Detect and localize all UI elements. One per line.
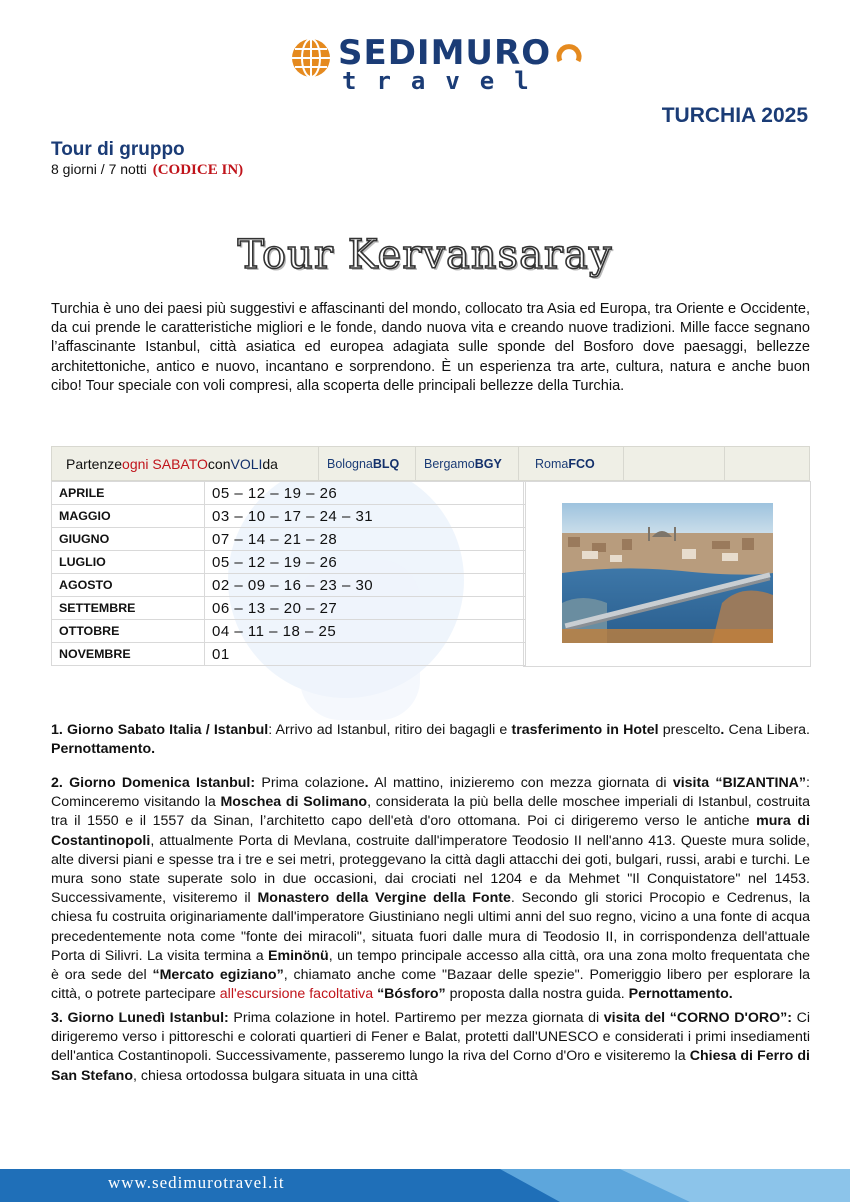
departures-lead — [52, 447, 319, 480]
table-row — [52, 597, 526, 620]
tour-duration — [51, 161, 243, 179]
dates-cell: 03 – 10 – 17 – 24 – 31 — [205, 505, 526, 528]
day2-heading: 2. Giorno Domenica Istanbul: — [51, 775, 256, 791]
footer-bar — [0, 1169, 850, 1202]
table-row — [52, 574, 526, 597]
itinerary-day-3 — [51, 1009, 810, 1086]
brand-arc-icon — [554, 39, 584, 69]
day1-text: Cena Libera. — [724, 722, 810, 738]
day2-bold: visita “BIZANTINA” — [672, 775, 807, 791]
country-year: TURCHIA 2025 — [661, 104, 808, 127]
departure-dates-table — [51, 481, 526, 666]
day3-text: Prima colazione in hotel. Partiremo per mezza giornata di — [228, 1010, 604, 1026]
day2-text: Al mattino, inizieremo con mezza giornata di — [368, 775, 673, 791]
day2-text: , un tempo principale accesso alla città, ora una zona molto frequentata che è ora sede del — [51, 947, 810, 984]
day1-bold: trasferimento in Hotel — [511, 722, 659, 738]
dates-cell: 06 – 13 – 20 – 27 — [205, 597, 526, 620]
day2-text: Prima colazione — [255, 775, 365, 791]
month-cell: GIUGNO — [52, 528, 205, 551]
month-cell: SETTEMBRE — [52, 597, 205, 620]
brand-name: SEDIMURO — [338, 33, 552, 73]
day1-text: prescelto — [658, 722, 721, 738]
day3-text: , chiesa ortodossa bulgara situata in una città — [133, 1067, 418, 1084]
tour-type: Tour di gruppo — [51, 139, 185, 160]
brand-logo — [290, 33, 590, 93]
day2-text: . Secondo gli storici Procopio e Cedrenus, la chiesa fu costruita originariamente dall'imperatore Giustiniano negli ultimi anni del suo regno, vicino a una fonte di acqua precedentemente nota come "fonte dei miracoli", situata fuori dalle mura di Teodosio II, in corrispondenza dell'attuale Porta di Silivri. La visita termina a — [51, 890, 810, 964]
globe-icon — [290, 37, 332, 79]
day2-bold: Eminönü — [268, 947, 329, 964]
itinerary-day-1 — [51, 721, 810, 759]
page-title: Tour Kervansaray — [237, 232, 613, 278]
table-row — [52, 620, 526, 643]
day2-bold: Pernottamento. — [628, 986, 733, 1003]
table-row — [52, 528, 526, 551]
dates-cell: 02 – 09 – 16 – 23 – 30 — [205, 574, 526, 597]
month-cell: LUGLIO — [52, 551, 205, 574]
dates-cell: 04 – 11 – 18 – 25 — [205, 620, 526, 643]
day3-bold: visita del “CORNO D'ORO”: — [603, 1010, 792, 1026]
website-link[interactable]: www.sedimurotravel.it — [108, 1173, 285, 1192]
tour-code: (CODICE IN) — [152, 162, 244, 178]
month-cell: OTTOBRE — [52, 620, 205, 643]
departures-header — [51, 446, 810, 481]
istanbul-photo — [562, 503, 773, 643]
day2-text: , chiamato anche come "Bazaar delle spezie". Pomeriggio libero per esplorare la città, o potrete partecipare — [51, 967, 810, 1003]
dates-cell: 05 – 12 – 19 – 26 — [205, 551, 526, 574]
day2-bold: “Bósforo” — [377, 986, 446, 1003]
month-cell: AGOSTO — [52, 574, 205, 597]
day3-bold: Chiesa di Ferro di San Stefano — [51, 1048, 810, 1084]
dep-lead-1: Partenze — [66, 455, 123, 472]
duration-text: 8 giorni / 7 notti — [51, 161, 147, 177]
day3-text: Ci dirigeremo verso i pittoreschi e colorati quartieri di Fener e Balat, protetti dall'UNESCO e considerati i primi insediamenti dell'antica Costantinopoli. Successivamente, passeremo lungo la riva del Corno d'Oro e visiteremo la — [51, 1010, 811, 1065]
dep-lead-5: da — [262, 455, 278, 472]
day2-bold: Monastero della Vergine della Fonte — [257, 890, 511, 907]
dep-lead-2: ogni SABATO — [122, 455, 208, 472]
month-cell: NOVEMBRE — [52, 643, 205, 666]
dep-empty-cell — [725, 447, 741, 480]
day2-bold: “Mercato egiziano” — [152, 967, 284, 984]
dates-cell: 07 – 14 – 21 – 28 — [205, 528, 526, 551]
dep-empty-cell — [624, 447, 725, 480]
brand-sub: travel — [342, 67, 549, 95]
dep-lead-3: con — [207, 455, 231, 472]
day1-bold: Pernottamento. — [51, 741, 156, 758]
airport-bergamo: Bergamo BGY — [416, 447, 519, 480]
day3-heading: 3. Giorno Lunedì Istanbul: — [51, 1010, 229, 1026]
dates-cell: 01 — [205, 643, 526, 666]
table-row — [52, 505, 526, 528]
day2-text: proposta dalla nostra guida. — [445, 986, 629, 1003]
day2-text: , attualmente Porta di Mevlana, costruite dall'imperatore Teodosio II nell'anno 413. Queste mura solide, alte diversi piani e spesse tra i tre e sei metri, proteggevano la città dagli attacchi dei goti, bulgari, russi, arabi e turchi. Le mura sono state superate solo in due occasioni, dai crociati nel 1204 e da Mehmet "Il Conquistatore" nel 1453. Successivamente, visiteremo il — [51, 832, 810, 907]
airport-bologna: Bologna BLQ — [319, 447, 416, 480]
day1-bold: . — [720, 722, 725, 738]
month-cell: APRILE — [52, 482, 205, 505]
day2-bold: mura di Costantinopoli — [51, 813, 810, 849]
dep-lead-4: VOLI — [230, 455, 263, 472]
itinerary-day-2 — [51, 774, 810, 1004]
intro-paragraph: Turchia è uno dei paesi più suggestivi e affascinanti del mondo, collocato tra Asia ed Europa, tra Oriente e Occidente, da cui prende le caratteristiche migliori e le fonde, dando nuova vita e creando nuove tradizioni. Mille facce segnano l’affascinante Istanbul, città asiatica ed europea adagiata sulle sponde del Bosforo dove paesaggi, bellezze architettoniche, antico e nuovo, incantano e sorprendono. È un esperienza tra arte, cultura, natura e anche buon cibo! Tour speciale con voli compresi, alla scoperta delle principali bellezze della Turchia. — [51, 301, 810, 394]
day1-text: : Arrivo ad Istanbul, ritiro dei bagagli e — [268, 722, 512, 738]
month-cell: MAGGIO — [52, 505, 205, 528]
optional-excursion: all'escursione facoltativa — [219, 986, 374, 1003]
day2-bold: Moschea di Solimano — [220, 794, 368, 811]
dates-cell: 05 – 12 – 19 – 26 — [205, 482, 526, 505]
table-row — [52, 482, 526, 505]
table-row — [52, 643, 526, 666]
table-row — [52, 551, 526, 574]
airport-roma: Roma FCO — [519, 447, 624, 480]
day2-text: : Cominceremo visitando la — [51, 775, 810, 811]
photo-frame — [523, 481, 811, 667]
day2-bold: . — [364, 775, 369, 791]
day1-heading: 1. Giorno Sabato Italia / Istanbul — [51, 722, 269, 738]
day2-text: , considerata la più bella delle moschee imperiali di Istanbul, costruita tra il 1550 e il 1557 da Sinan, l’architetto capo dell'età d'oro ottomana. Poi ci dirigeremo verso le antiche — [51, 794, 811, 830]
